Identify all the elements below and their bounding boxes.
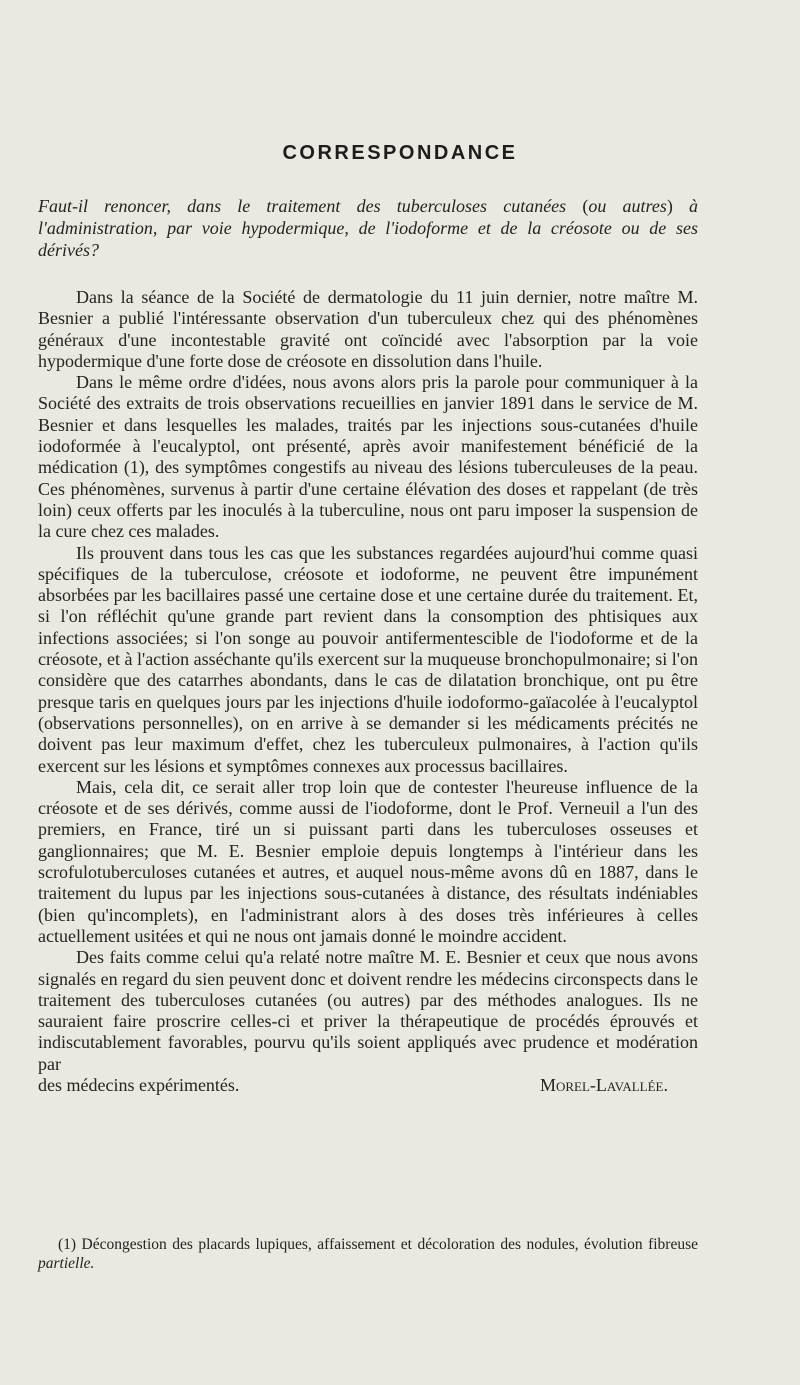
paragraph-2: Dans le même ordre d'idées, nous avons alors pris la parole pour communiquer à la Société des extraits de trois observations recueillies en janvier 1891 dans le service de M. Besnier et dans lesquelles les malades, traités par les injections sous-cutanées d'huile iodoformée à l'eucalyptol, ont présenté, après avoir manifestement bénéficié de la médication (1), des symptômes congestifs au niveau des lésions tuberculeuses de la peau. Ces phénomènes, survenus à partir d'une certaine élévation des doses et rappelant (de très loin) ceux offerts par les inoculés à la tuberculine, nous ont paru imposer la suspension de la cure chez ces malades. xyxy=(38,372,698,542)
paragraph-1: Dans la séance de la Société de dermatologie du 11 juin dernier, notre maître M. Besnier a publié l'intéressante observation d'un tuberculeux chez qui des phénomènes généraux d'une incontestable gravité ont coïncidé avec l'absorption par la voie hypodermique d'une forte dose de créosote en dissolution dans l'huile. xyxy=(38,287,698,371)
footnote-text: (1) Décongestion des placards lupiques, affaissement et décoloration des nodules, évolution fibreuse xyxy=(58,1236,698,1253)
subtitle-part-1: Faut-il renoncer, dans le traitement des tuberculoses cutanées xyxy=(38,196,583,216)
article-body xyxy=(38,287,698,1096)
closing-text: des médecins expérimentés. xyxy=(38,1074,240,1095)
subtitle-part-2: ou autres xyxy=(588,196,667,216)
subtitle-paren-close: ) xyxy=(666,196,673,216)
footnote xyxy=(38,1235,698,1273)
page-title: CORRESPONDANCE xyxy=(282,142,518,164)
subtitle-paren-open: ( xyxy=(582,196,589,216)
subtitle-part-3: à l'administration, par voie hypodermique, de l'iodoforme et de la créosote ou de ses dérivés? xyxy=(38,196,699,260)
paragraph-4: Mais, cela dit, ce serait aller trop loin que de contester l'heureuse influence de la créosote et de ses dérivés, comme aussi de l'iodoforme, dont le Prof. Verneuil a l'un des premiers, en France, tiré un si puissant parti dans les tuberculoses osseuses et ganglionnaires; que M. E. Besnier emploie depuis longtemps à l'intérieur dans les scrofulotuberculoses cutanées et autres, et auquel nous-même avons dû en 1887, dans le traitement du lupus par les injections sous-cutanées à distance, des résultats indéniables (bien qu'incomplets), en l'administrant alors à des doses très inférieures à celles actuellement usitées et qui ne nous ont jamais donné le moindre accident. xyxy=(38,776,698,946)
footnote-emphasis: partielle. xyxy=(38,1255,95,1272)
article-subtitle xyxy=(38,195,698,261)
closing-line xyxy=(38,1075,698,1096)
paragraph-3: Ils prouvent dans tous les cas que les substances regardées aujourd'hui comme quasi spécifiques de la tuberculose, créosote et iodoforme, ne peuvent être impunément absorbées par les bacillaires passé une certaine dose et une certaine durée du traitement. Et, si l'on réfléchit qu'une grande part revient dans la consomption des phtisiques aux infections associées; si l'on songe au pouvoir antifermentescible de l'iodoforme et de la créosote, et à l'action asséchante qu'ils exercent sur la muqueuse bronchopulmonaire; si l'on considère que des catarrhes abondants, dans le cas de dilatation bronchique, ont pu être presque taris en quelques jours par les injections d'huile iodoformo-gaïacolée à l'eucalyptol (observations personnelles), on en arrive à se demander si les médicaments précités ne doivent pas leur maximum d'effet, chez les tuberculeux pulmonaires, à l'action qu'ils exercent sur les lésions et symptômes connexes aux processus bacillaires. xyxy=(38,542,699,776)
author-signature: Morel-Lavallée. xyxy=(539,1074,668,1095)
paragraph-5: Des faits comme celui qu'a relaté notre maître M. E. Besnier et ceux que nous avons signalés en regard du sien peuvent donc et doivent rendre les médecins circonspects dans le traitement des tuberculoses cutanées (ou autres) par des méthodes analogues. Ils ne sauraient faire proscrire celles-ci et priver la thérapeutique de procédés éprouvés et indiscutablement favorables, pourvu qu'ils soient appliqués avec prudence et modération par xyxy=(38,947,698,1074)
